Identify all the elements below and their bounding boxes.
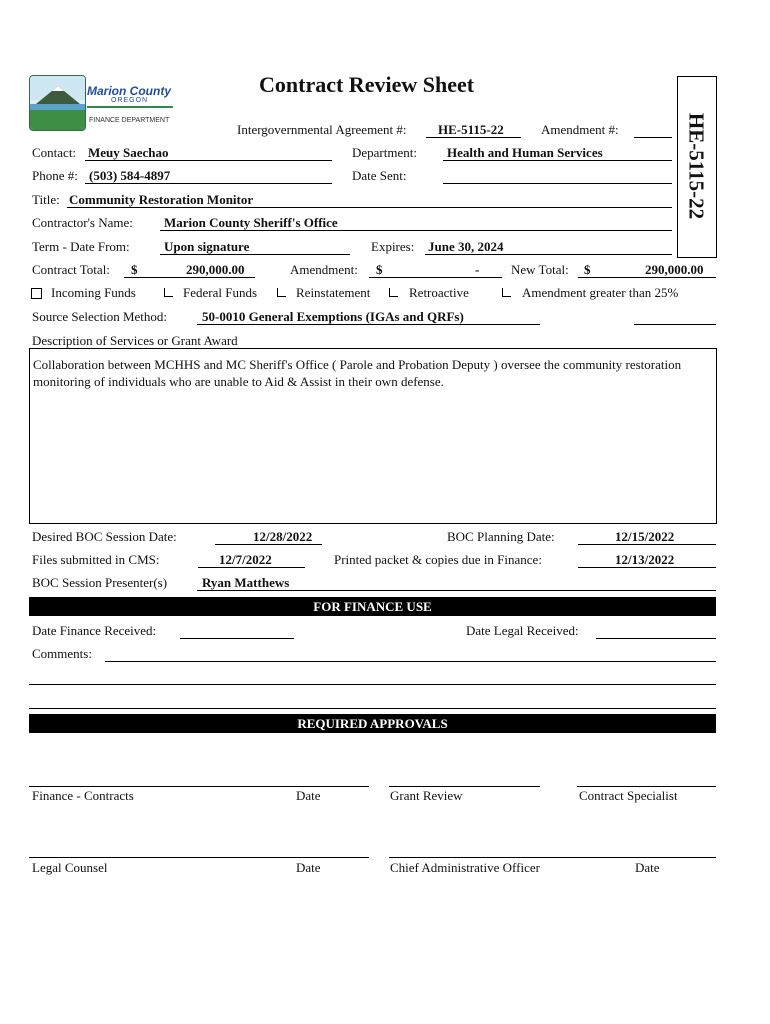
boc-session-value[interactable]: 12/28/2022 — [253, 529, 313, 544]
federal-funds-label: Federal Funds — [183, 285, 258, 300]
phone-label: Phone #: — [32, 168, 78, 183]
finance-contracts-date-label: Date — [296, 788, 321, 803]
title-label: Title: — [32, 192, 60, 207]
cao-signature-line[interactable] — [389, 857, 716, 858]
retroactive-checkbox[interactable] — [389, 288, 398, 297]
iga-value: HE-5115-22 — [438, 122, 504, 137]
amendment-over-25-checkbox[interactable] — [502, 288, 511, 297]
term-value[interactable]: Upon signature — [164, 239, 250, 254]
boc-planning-label: BOC Planning Date: — [447, 529, 555, 544]
presenter-label: BOC Session Presenter(s) — [32, 575, 168, 590]
cao-date-label: Date — [635, 860, 660, 875]
contractor-label: Contractor's Name: — [32, 215, 133, 230]
description-text: Collaboration between MCHHS and MC Sheriff's Office ( Parole and Probation Deputy ) oversee the community restoration monitoring of individuals who are unable to Aid & Assist in their own defense. — [33, 357, 682, 389]
presenter-value[interactable]: Ryan Matthews — [202, 575, 290, 590]
date-legal-received-label: Date Legal Received: — [466, 623, 579, 638]
department-label: Department: — [352, 145, 417, 160]
description-label: Description of Services or Grant Award — [32, 333, 238, 348]
contract-specialist-label: Contract Specialist — [579, 788, 678, 803]
incoming-funds-checkbox[interactable] — [31, 288, 42, 299]
page-title: Contract Review Sheet — [259, 72, 475, 97]
finance-contracts-signature-line[interactable] — [29, 786, 369, 787]
amendment-amount-currency: $ — [376, 262, 383, 277]
title-value[interactable]: Community Restoration Monitor — [69, 192, 254, 207]
amendment-amount-label: Amendment: — [290, 262, 358, 277]
contract-specialist-signature-line[interactable] — [577, 786, 716, 787]
source-selection-value[interactable]: 50-0010 General Exemptions (IGAs and QRFs) — [202, 309, 464, 324]
new-total-value[interactable]: 290,000.00 — [645, 262, 704, 277]
description-box[interactable] — [29, 348, 717, 524]
comments-line-2[interactable] — [29, 684, 716, 685]
expires-value[interactable]: June 30, 2024 — [428, 239, 504, 254]
federal-funds-checkbox[interactable] — [164, 288, 173, 297]
contractor-value[interactable]: Marion County Sheriff's Office — [164, 215, 338, 230]
packet-value[interactable]: 12/13/2022 — [615, 552, 675, 567]
department-value[interactable]: Health and Human Services — [447, 145, 603, 160]
comments-line-3[interactable] — [29, 708, 716, 709]
packet-label: Printed packet & copies due in Finance: — [334, 552, 542, 567]
legal-counsel-signature-line[interactable] — [29, 857, 369, 858]
finance-use-header: FOR FINANCE USE — [29, 597, 716, 616]
grant-review-signature-line[interactable] — [389, 786, 540, 787]
comments-line-1[interactable] — [105, 661, 716, 662]
cms-value[interactable]: 12/7/2022 — [219, 552, 272, 567]
contact-value[interactable]: Meuy Saechao — [88, 145, 169, 160]
amendment-over-25-label: Amendment greater than 25% — [522, 285, 679, 300]
cms-label: Files submitted in CMS: — [32, 552, 160, 567]
marion-county-logo — [29, 75, 181, 131]
logo-state-name: OREGON — [111, 97, 149, 104]
legal-counsel-label: Legal Counsel — [32, 860, 108, 875]
new-total-label: New Total: — [511, 262, 569, 277]
legal-counsel-date-label: Date — [296, 860, 321, 875]
amendment-amount-value[interactable]: - — [475, 262, 480, 277]
contract-total-value[interactable]: 290,000.00 — [186, 262, 245, 277]
amendment-number-label: Amendment #: — [541, 122, 619, 137]
contract-total-label: Contract Total: — [32, 262, 110, 277]
county-landscape-icon — [29, 75, 86, 131]
cao-label: Chief Administrative Officer — [390, 860, 540, 875]
new-total-currency: $ — [584, 262, 591, 277]
term-label: Term - Date From: — [32, 239, 130, 254]
iga-label: Intergovernmental Agreement #: — [237, 122, 407, 137]
contact-label: Contact: — [32, 145, 77, 160]
incoming-funds-label: Incoming Funds — [51, 285, 136, 300]
reinstatement-label: Reinstatement — [296, 285, 371, 300]
reinstatement-checkbox[interactable] — [277, 288, 286, 297]
comments-label: Comments: — [32, 646, 92, 661]
retroactive-label: Retroactive — [409, 285, 469, 300]
source-selection-label: Source Selection Method: — [32, 309, 168, 324]
boc-session-label: Desired BOC Session Date: — [32, 529, 177, 544]
phone-value[interactable]: (503) 584-4897 — [89, 168, 171, 183]
logo-county-name: Marion County — [87, 84, 171, 98]
expires-label: Expires: — [371, 239, 415, 254]
date-sent-label: Date Sent: — [352, 168, 407, 183]
required-approvals-header: REQUIRED APPROVALS — [29, 714, 716, 733]
finance-contracts-label: Finance - Contracts — [32, 788, 134, 803]
contract-total-currency: $ — [131, 262, 138, 277]
date-finance-received-label: Date Finance Received: — [32, 623, 157, 638]
logo-department: FINANCE DEPARTMENT — [89, 117, 170, 124]
side-contract-number: HE-5115-22 — [684, 112, 709, 220]
grant-review-label: Grant Review — [390, 788, 463, 803]
boc-planning-value[interactable]: 12/15/2022 — [615, 529, 675, 544]
